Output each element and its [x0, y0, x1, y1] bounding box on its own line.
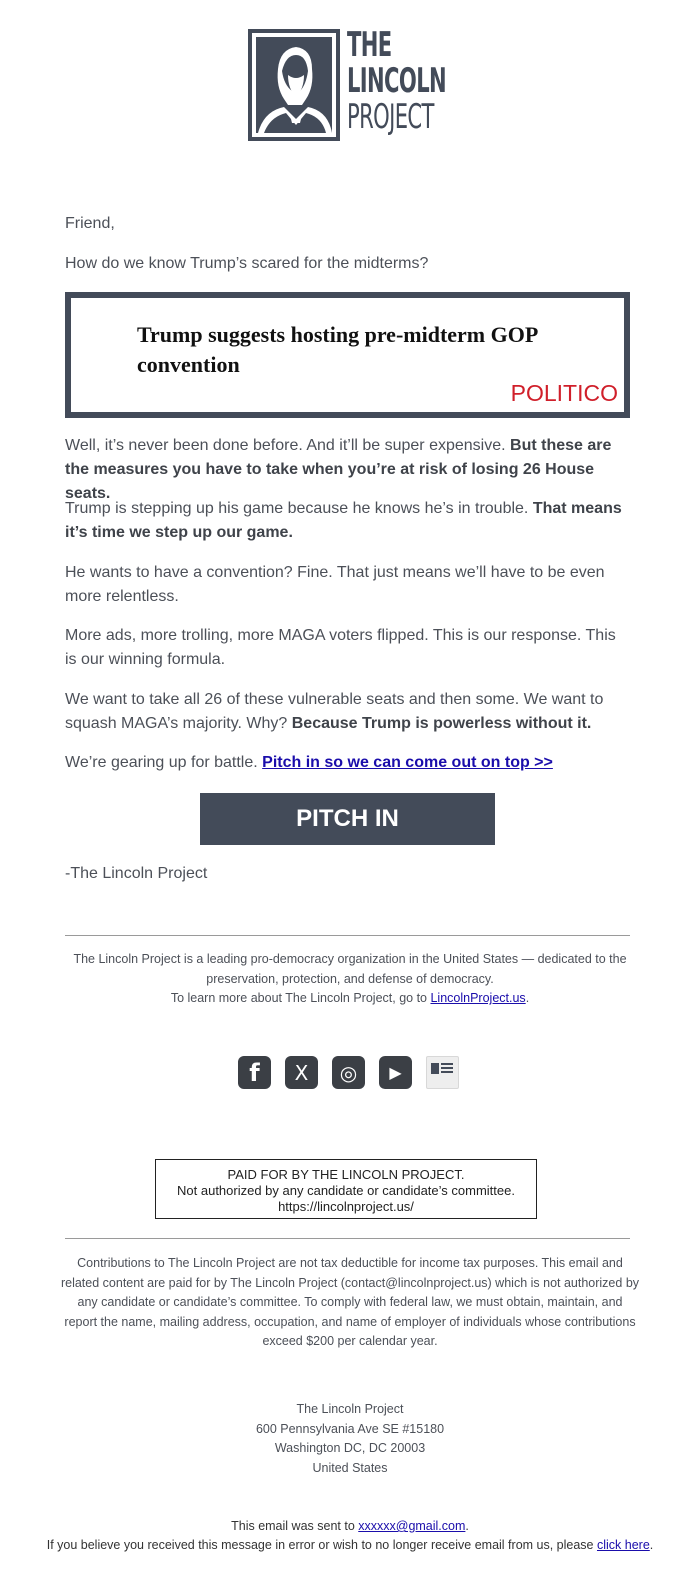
lincoln-project-logo: [248, 25, 448, 141]
paragraph-4: More ads, more trolling, more MAGA voters flipped. This is our response. This is our winning formula.: [65, 627, 616, 668]
divider: [65, 935, 630, 936]
social-links: [238, 1056, 459, 1089]
lincoln-project-mini-logo-icon[interactable]: [426, 1056, 459, 1089]
divider-2: [65, 1238, 630, 1239]
paragraph-6: We’re gearing up for battle. Pitch in so we can come out on top >>: [65, 754, 553, 771]
disclaimer-text: Contributions to The Lincoln Project are not tax deductible for income tax purposes. This email and related content are paid for by The Lincoln Project (contact@lincolnproject.us) which is not authorized by any candidate or candidate’s committee. To comply with federal law, we must obtain, maintain, and report the name, mailing address, occupation, and name of employer of individuals whose contributions exceed $200 per calendar year.: [60, 1256, 640, 1348]
x-icon[interactable]: X: [285, 1056, 318, 1089]
paid-for-box: [155, 1159, 537, 1219]
paid-for-line: PAID FOR BY THE LINCOLN PROJECT.: [227, 1167, 465, 1182]
logo-word-project: PROJECT: [347, 97, 434, 137]
pitch-in-link[interactable]: Pitch in so we can come out on top >>: [262, 754, 553, 771]
facebook-icon[interactable]: f: [238, 1056, 271, 1089]
not-authorized-line: Not authorized by any candidate or candidate’s committee.: [177, 1183, 515, 1198]
paid-for-url: https://lincolnproject.us/: [278, 1199, 414, 1214]
greeting: Friend,: [65, 215, 115, 232]
youtube-icon[interactable]: ▶: [379, 1056, 412, 1089]
logo-word-lincoln: LINCOLN: [347, 61, 447, 101]
about-text: [40, 950, 660, 1009]
instagram-icon[interactable]: ◎: [332, 1056, 365, 1089]
unsubscribe-line: If you believe you received this message in error or wish to no longer receive email from us, please click here.: [46, 1538, 654, 1552]
headline-image: [65, 292, 630, 418]
intro-line: How do we know Trump’s scared for the midterms?: [65, 255, 429, 272]
logo-wordmark: [347, 27, 446, 135]
learn-more-line: To learn more about The Lincoln Project, go to LincolnProject.us.: [170, 991, 530, 1005]
paragraph-1: Well, it’s never been done before. And it’ll be super expensive. But these are the measures you have to take when you’re at risk of losing 26 House seats.: [65, 437, 612, 502]
paragraph-2: Trump is stepping up his game because he knows he’s in trouble. That means it’s time we step up our game.: [65, 500, 622, 541]
signoff: -The Lincoln Project: [65, 865, 208, 882]
logo-word-the: THE: [347, 25, 392, 65]
unsubscribe-link[interactable]: click here: [596, 1538, 650, 1552]
paragraph-3: He wants to have a convention? Fine. That just means we’ll have to be even more relentless.: [65, 564, 605, 605]
paragraph-5: We want to take all 26 of these vulnerable seats and then some. We want to squash MAGA’s majority. Why? Because Trump is powerless without it.: [65, 691, 604, 732]
politico-logo: POLITICO: [510, 380, 618, 406]
headline-text: Trump suggests hosting pre-midterm GOP convention: [137, 322, 538, 377]
sent-to-line: This email was sent to xxxxxx@gmail.com.: [231, 1519, 469, 1533]
about-line: The Lincoln Project is a leading pro-democracy organization in the United States — dedicated to the preservation, protection, and defense of democracy.: [73, 952, 627, 986]
recipient-email-link[interactable]: xxxxxx@gmail.com: [358, 1519, 466, 1533]
lincolnproject-link[interactable]: LincolnProject.us: [430, 991, 526, 1005]
mailing-address: The Lincoln Project 600 Pennsylvania Ave SE #15180 Washington DC, DC 20003 United States: [255, 1402, 445, 1475]
lincoln-portrait-icon: [248, 29, 340, 141]
pitch-in-button[interactable]: PITCH IN: [200, 793, 495, 845]
